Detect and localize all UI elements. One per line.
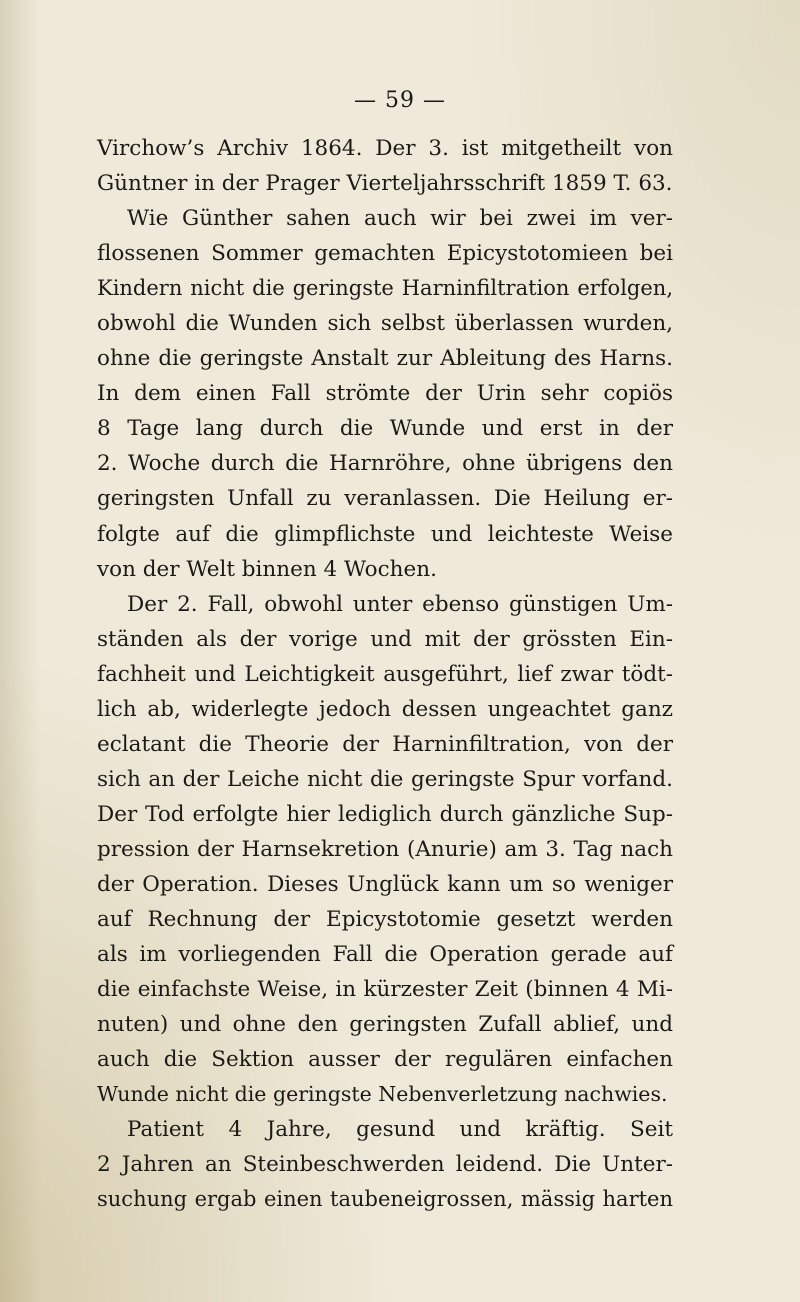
page-number: — 59 — <box>354 88 446 113</box>
text-line: Patient 4 Jahre, gesund und kräftig. Seit <box>127 1117 673 1143</box>
text-line: auch die Sektion ausser der regulären einfachen <box>97 1047 673 1073</box>
text-line: suchung ergab einen taubeneigrossen, mässig harten <box>97 1187 673 1212</box>
text-line: eclatant die Theorie der Harninfiltration, von der <box>97 731 673 757</box>
text-line: folgte auf die glimpflichste und leichteste Weise <box>97 521 673 547</box>
text-line: die einfachste Weise, in kürzester Zeit (binnen 4 Mi- <box>97 977 673 1003</box>
text-line: lich ab, widerlegte jedoch dessen ungeachtet ganz <box>97 696 673 722</box>
text-line: Wunde nicht die geringste Nebenverletzung nachwies. <box>97 1082 668 1107</box>
text-line: Der 2. Fall, obwohl unter ebenso günstigen Um- <box>127 591 673 617</box>
text-line: Virchow’s Archiv 1864. Der 3. ist mitgetheilt von <box>97 136 673 161</box>
text-line: ohne die geringste Anstalt zur Ableitung des Harns. <box>97 346 673 372</box>
text-line: von der Welt binnen 4 Wochen. <box>97 556 437 582</box>
text-line: obwohl die Wunden sich selbst überlassen wurden, <box>97 311 673 337</box>
text-line: 2 Jahren an Steinbeschwerden leidend. Die Unter- <box>97 1152 673 1178</box>
text-line: Güntner in der Prager Vierteljahrsschrift 1859 T. 63. <box>97 171 673 197</box>
text-line: In dem einen Fall strömte der Urin sehr copiös <box>97 381 673 407</box>
text-line: Kindern nicht die geringste Harninfiltration erfolgen, <box>97 276 673 301</box>
text-line: 2. Woche durch die Harnröhre, ohne übrigens den <box>97 451 673 477</box>
text-line: 8 Tage lang durch die Wunde und erst in der <box>97 416 673 442</box>
text-line: der Operation. Dieses Unglück kann um so weniger <box>97 871 673 897</box>
text-line: auf Rechnung der Epicystotomie gesetzt werden <box>97 907 673 933</box>
text-line: nuten) und ohne den geringsten Zufall ablief, und <box>97 1012 673 1038</box>
text-line: flossenen Sommer gemachten Epicystotomieen bei <box>97 241 673 267</box>
text-line: sich an der Leiche nicht die geringste Spur vorfand. <box>97 766 673 792</box>
text-line: ständen als der vorige und mit der grössten Ein- <box>97 626 673 652</box>
text-line: fachheit und Leichtigkeit ausgeführt, lief zwar tödt- <box>97 661 673 687</box>
text-line: Wie Günther sahen auch wir bei zwei im ver- <box>127 206 673 232</box>
text-line: als im vorliegenden Fall die Operation gerade auf <box>97 942 673 968</box>
body-text <box>97 131 673 1217</box>
text-line: Der Tod erfolgte hier lediglich durch gänzliche Sup- <box>97 801 673 827</box>
text-line: geringsten Unfall zu veranlassen. Die Heilung er- <box>97 486 673 512</box>
text-line: pression der Harnsekretion (Anurie) am 3. Tag nach <box>97 836 673 862</box>
